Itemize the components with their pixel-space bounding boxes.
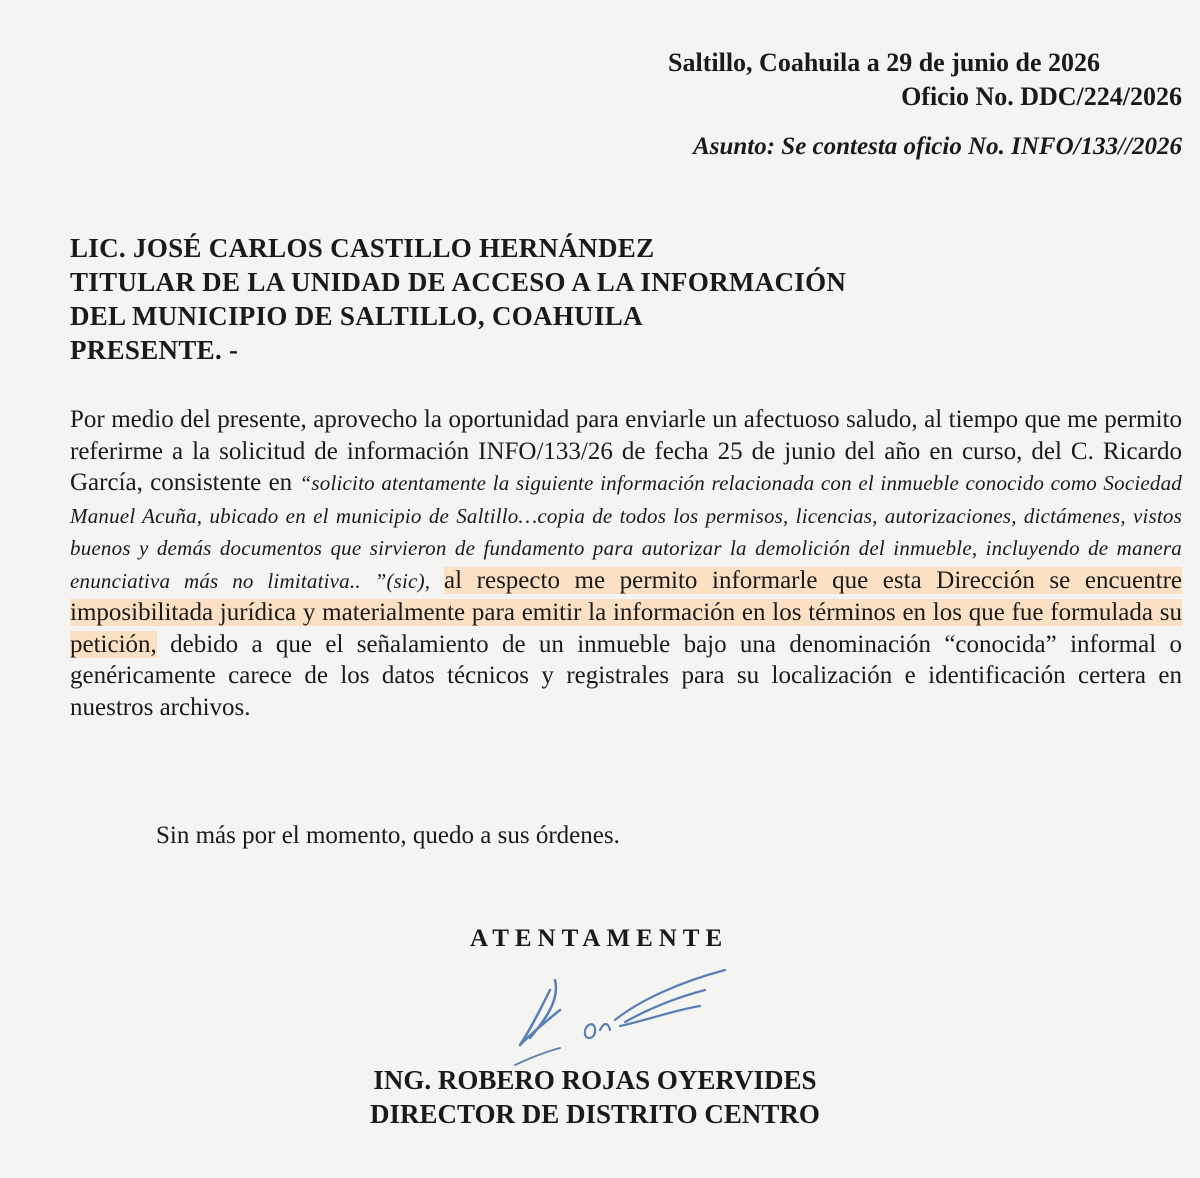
handwritten-signature bbox=[500, 960, 740, 1070]
addressee-municipality: DEL MUNICIPIO DE SALTILLO, COAHUILA bbox=[70, 301, 643, 331]
signer-name: ING. ROBERO ROJAS OYERVIDES bbox=[373, 1065, 817, 1095]
atentamente-heading: ATENTAMENTE bbox=[470, 925, 729, 952]
body-rest: debido a que el señalamiento de un inmueble bajo una denominación “conocida” informal o genéricamente carece de los datos técnicos y registrales para su localización e identificación certera en nuestros archivos. bbox=[70, 630, 1182, 721]
body-paragraph bbox=[70, 404, 1182, 723]
addressee-presente: PRESENTE. - bbox=[70, 335, 239, 365]
body-highlight: al respecto me permito informarle que esta Dirección se encuentre imposibilitada jurídica y materialmente para emitir la información en los términos en los que fue formulada su petición, bbox=[70, 566, 1182, 658]
asunto-line: Asunto: Se contesta oficio No. INFO/133//2026 bbox=[693, 133, 1182, 160]
addressee-name: LIC. JOSÉ CARLOS CASTILLO HERNÁNDEZ bbox=[70, 233, 655, 263]
oficio-number: Oficio No. DDC/224/2026 bbox=[901, 82, 1182, 111]
signer-block bbox=[370, 1063, 820, 1131]
signer-title: DIRECTOR DE DISTRITO CENTRO bbox=[370, 1099, 820, 1129]
addressee-block bbox=[70, 231, 846, 367]
body-intro: Por medio del presente, aprovecho la oportunidad para enviarle un afectuoso saludo, al tiempo que me permito referirme a la solicitud de información INFO/133/26 de fecha 25 de junio del año en curso, del C. Ricardo García, consistente en bbox=[70, 406, 1182, 496]
addressee-title: TITULAR DE LA UNIDAD DE ACCESO A LA INFORMACIÓN bbox=[70, 267, 847, 297]
body-quote: “solicito atentamente la siguiente información relacionada con el inmueble conocido como Sociedad Manuel Acuña, ubicado en el municipio de Saltillo…copia de todos los permisos, licencias, autorizaciones, dictámenes, vistos buenos y demás documentos que sirvieron de fundamento para autorizar la demolición del inmueble, incluyendo de manera enunciativa más no limitativa.. ”(sic), bbox=[70, 471, 1183, 593]
place-date: Saltillo, Coahuila a 29 de junio de 2026 bbox=[668, 48, 1100, 77]
closing-line: Sin más por el momento, quedo a sus órdenes. bbox=[156, 822, 620, 849]
